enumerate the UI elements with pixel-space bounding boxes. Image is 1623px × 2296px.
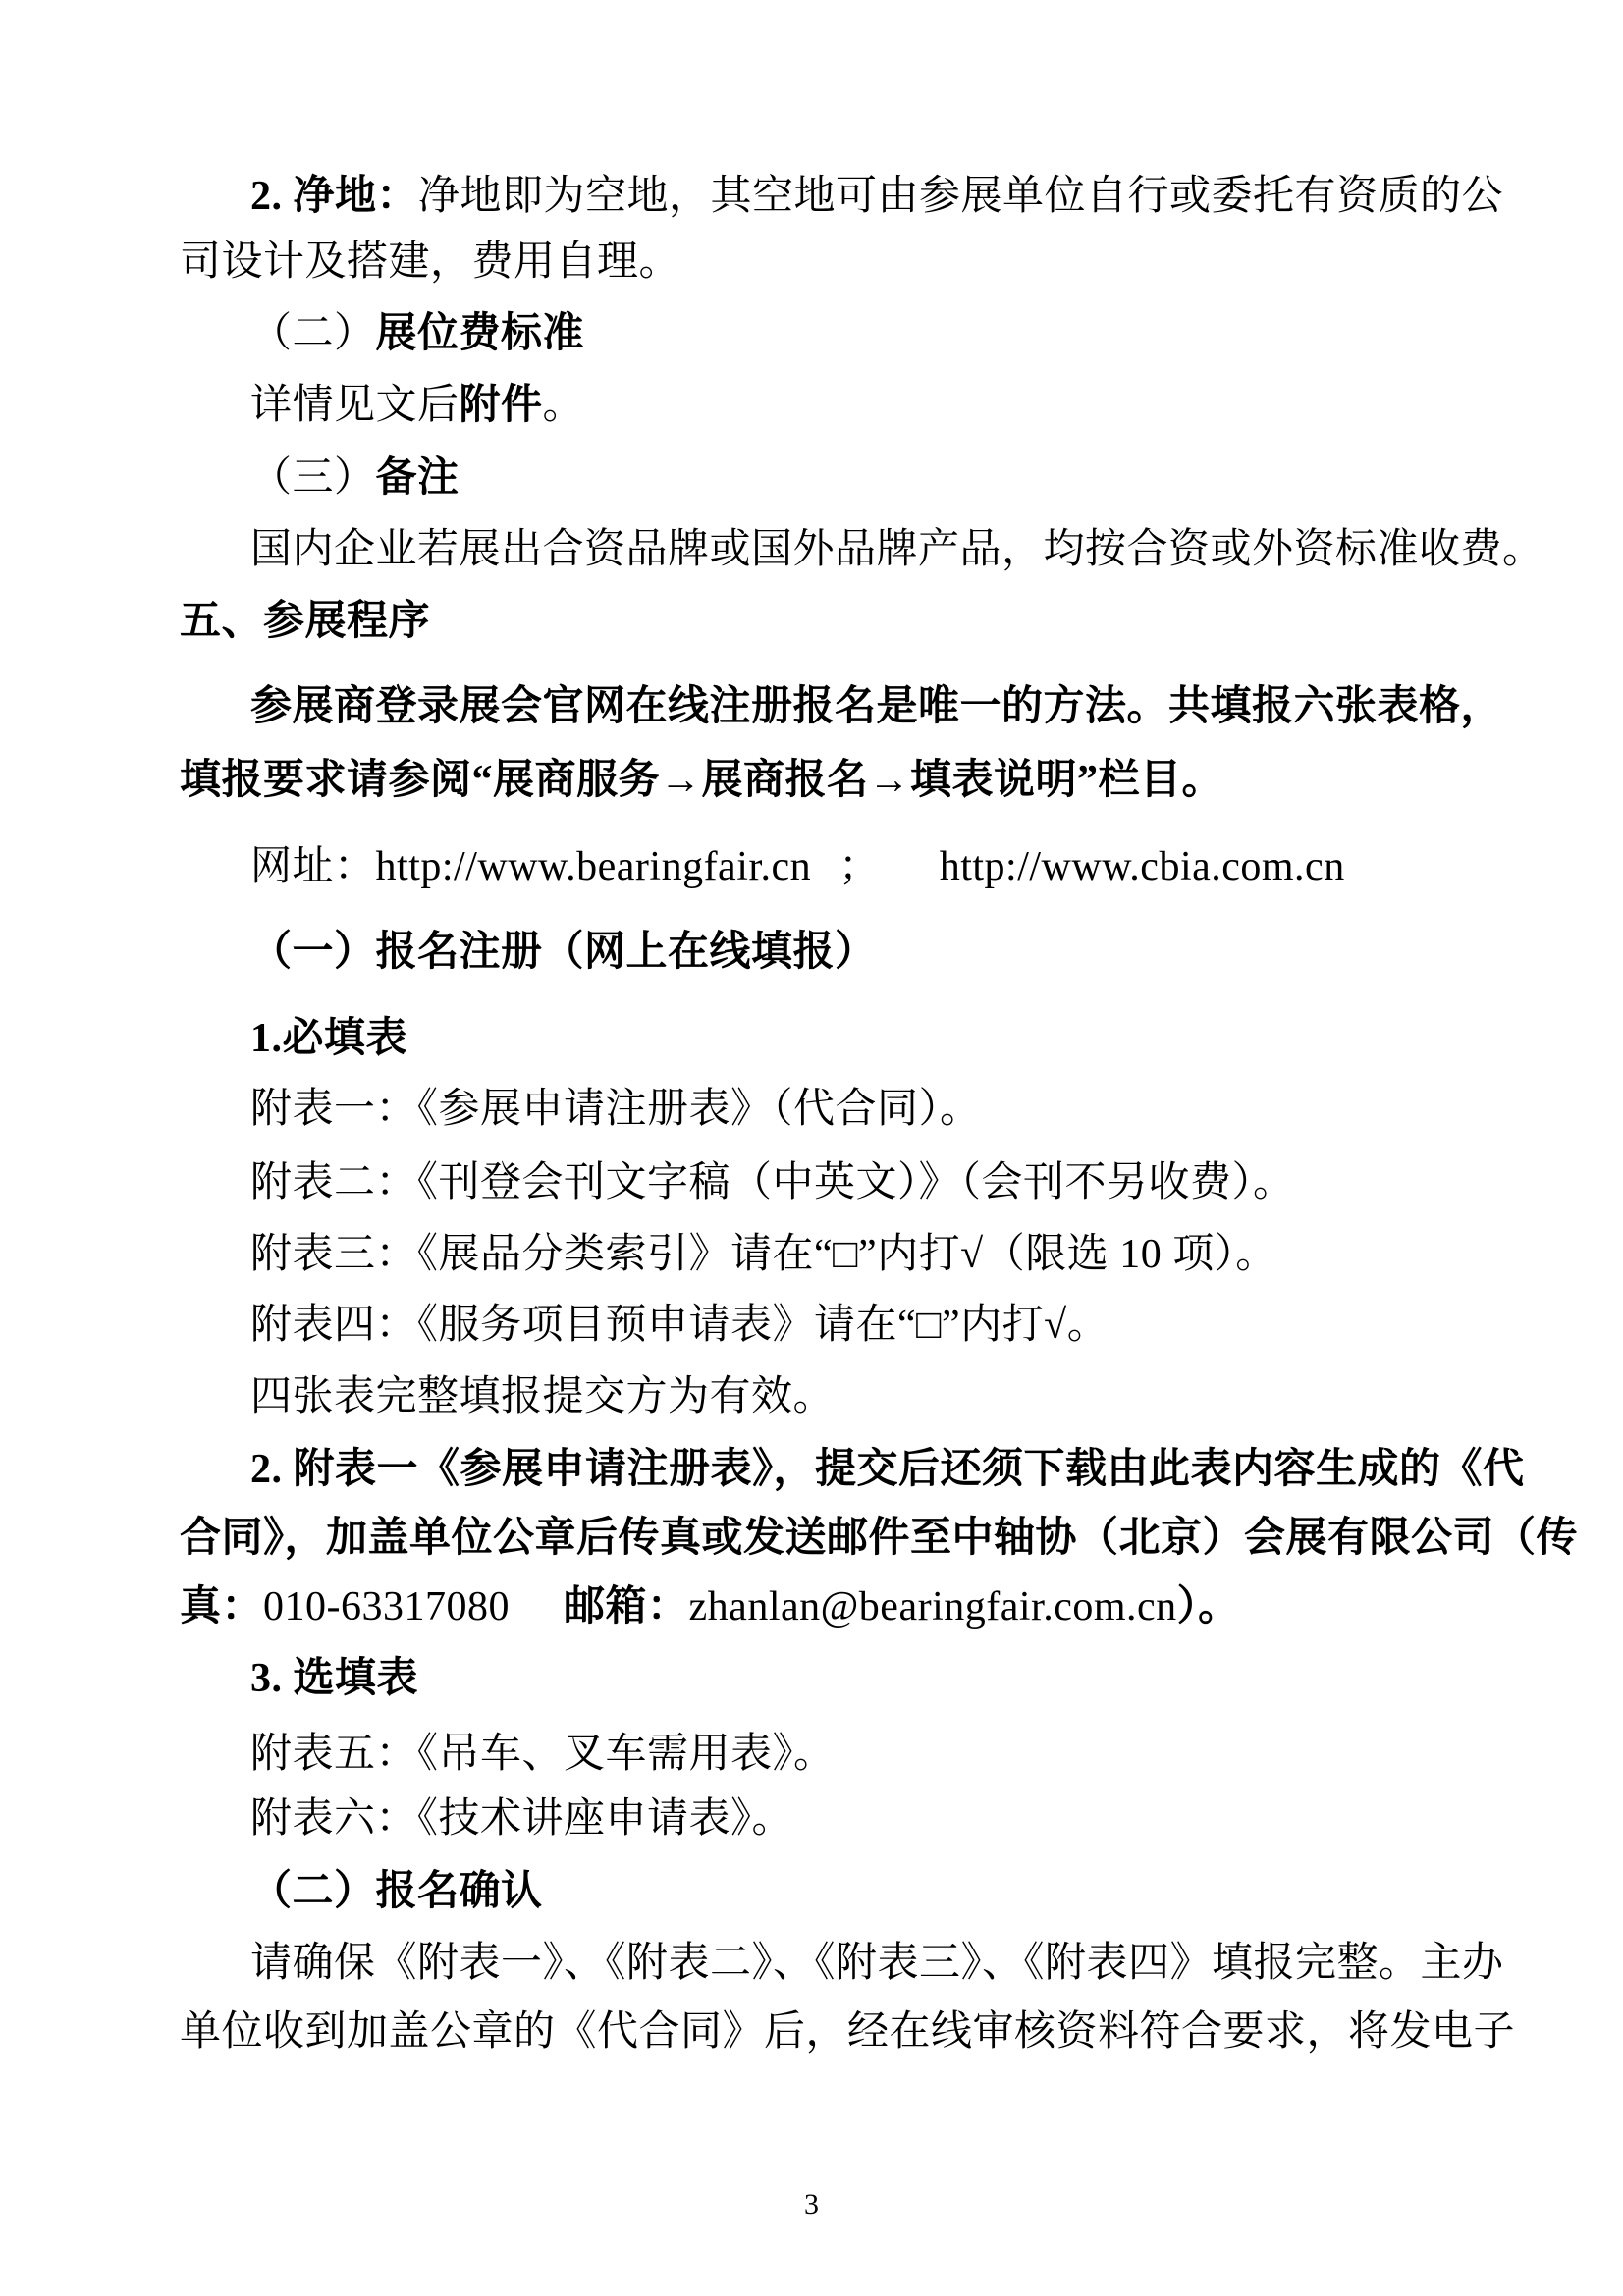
text-run: 网址： xyxy=(250,844,376,889)
text-run: 邮箱： xyxy=(564,1584,689,1629)
text-run: ）。 xyxy=(1176,1584,1240,1629)
heading-booth-fee-standard xyxy=(180,298,584,369)
text-run: 国内企业若展出合资品牌或国外品牌产品，均按合资或外资标准收费。 xyxy=(250,527,1544,572)
para-contract-line2 xyxy=(180,1503,1578,1574)
text-run: 详情见文后 xyxy=(250,383,460,428)
heading-registration-confirmation xyxy=(180,1856,543,1927)
text-run: 。 xyxy=(542,383,585,428)
text-run: （一）报名注册（网上在线填报） xyxy=(250,930,877,975)
heading-required-forms xyxy=(180,1003,407,1074)
para-form-5 xyxy=(180,1719,836,1789)
text-run: 五、参展程序 xyxy=(180,599,431,644)
fax-number: 010-63317080 xyxy=(263,1584,511,1629)
para-contract-line1 xyxy=(180,1434,1525,1505)
url-bearingfair: http://www.bearingfair.cn xyxy=(375,844,812,889)
heading-optional-forms xyxy=(180,1643,418,1714)
text-run: 参展商登录展会官网在线注册报名是唯一的方法。共填报六张表格， xyxy=(250,684,1503,729)
para-online-registration-line2 xyxy=(180,745,1223,816)
para-confirmation-line1 xyxy=(180,1928,1504,1999)
text-run: 合同》，加盖单位公章后传真或发送邮件至中轴协（北京）会展有限公司（传 xyxy=(180,1516,1579,1561)
text-run: 请确保《附表一》、《附表二》、《附表三》、《附表四》填报完整。主办 xyxy=(250,1941,1504,1986)
text-run: 司设计及搭建，费用自理。 xyxy=(180,240,681,285)
text-run: 四张表完整填报提交方为有效。 xyxy=(250,1374,836,1419)
text-run: 3. 选填表 xyxy=(250,1656,419,1701)
para-form-3 xyxy=(180,1219,1277,1290)
para-online-registration-line1 xyxy=(180,671,1502,742)
text-run: 附表六：《技术讲座申请表》。 xyxy=(250,1796,794,1842)
text-run: 真： xyxy=(180,1584,264,1629)
text-run: 附表一：《参展申请注册表》（代合同）。 xyxy=(250,1087,982,1132)
email-address: zhanlan@bearingfair.com.cn xyxy=(688,1584,1177,1629)
text-run: 附表四：《服务项目预申请表》请在“□”内打√。 xyxy=(250,1303,1109,1348)
text-run: 展位费标准 xyxy=(375,311,585,356)
text-run: 备注 xyxy=(375,455,460,501)
para-form-1 xyxy=(180,1074,982,1145)
text-run: 1.必填表 xyxy=(250,1016,408,1061)
text-run: 附表五：《吊车、叉车需用表》。 xyxy=(250,1732,836,1777)
text-run: 2. 附表一《参展申请注册表》，提交后还须下载由此表内容生成的《代 xyxy=(250,1447,1525,1492)
para-four-forms-valid xyxy=(180,1362,835,1432)
text-run: 附表二：《刊登会刊文字稿（中英文）》（会刊不另收费）。 xyxy=(250,1160,1295,1205)
para-remarks-content xyxy=(180,514,1544,585)
para-net-space-line1 xyxy=(180,161,1503,232)
text-run: 附件 xyxy=(459,383,543,428)
para-form-4 xyxy=(180,1290,1109,1361)
text-run: ； xyxy=(839,844,881,889)
line-fax-email xyxy=(180,1572,1240,1642)
para-net-space-line2 xyxy=(180,227,680,297)
heading-remarks xyxy=(180,443,460,513)
text-run: 填报要求请参阅“展商服务→展商报名→填表说明”栏目。 xyxy=(180,758,1224,803)
url-cbia: http://www.cbia.com.cn xyxy=(939,844,1345,889)
para-see-attachment xyxy=(180,370,584,441)
text-run: 2. 净地： xyxy=(250,174,419,219)
text-run: 净地即为空地，其空地可由参展单位自行或委托有资质的公 xyxy=(418,174,1504,219)
para-form-6 xyxy=(180,1784,793,1854)
para-form-2 xyxy=(180,1148,1295,1218)
para-confirmation-line2 xyxy=(180,1997,1515,2067)
text-run: （三） xyxy=(250,455,376,501)
text-run: （二） xyxy=(250,311,376,356)
text-run: 附表三：《展品分类索引》请在“□”内打√（限选 10 项）。 xyxy=(250,1232,1277,1277)
page-number: 3 xyxy=(804,2188,819,2220)
text-run: 单位收到加盖公章的《代合同》后，经在线审核资料符合要求，将发电子 xyxy=(180,2009,1516,2055)
text-run: （二）报名确认 xyxy=(250,1869,543,1914)
heading-section-5-procedure xyxy=(180,586,430,657)
heading-registration-online xyxy=(180,917,877,988)
line-website-urls xyxy=(180,831,1345,902)
